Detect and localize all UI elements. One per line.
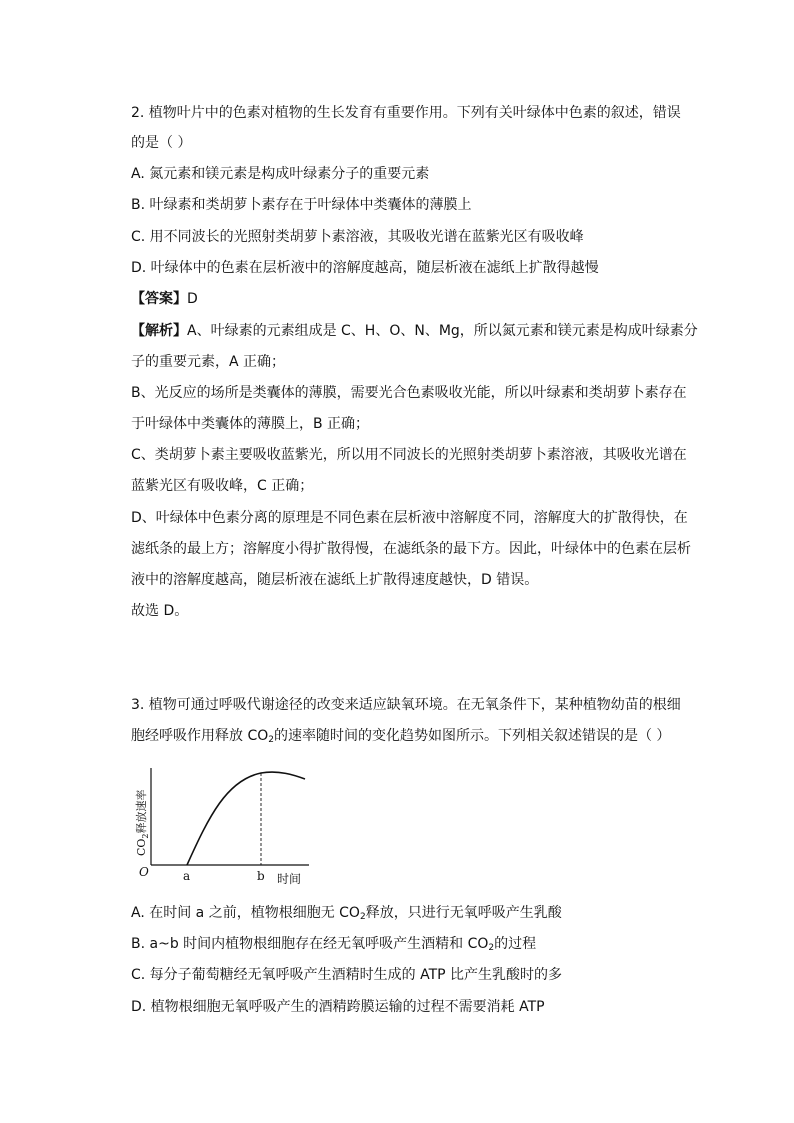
- q2-analysis-line1: [131, 321, 698, 341]
- q3-option-b-pre: B. a~b 时间内植物根细胞存在经无氧呼吸产生酒精和 CO: [131, 936, 489, 952]
- answer-tag: 【答案】: [131, 291, 187, 307]
- x-axis-label: 时间: [277, 872, 302, 886]
- q3-option-b-sub: 2: [488, 943, 495, 953]
- q3-stem-line2-pre: 胞经呼吸作用释放 CO: [131, 728, 269, 744]
- tick-a-label: a: [183, 869, 191, 883]
- q2-analysis-line8: 滤纸条的最上方；溶解度小得扩散得慢，在滤纸条的最下方。因此，叶绿体中的色素在层析: [131, 541, 691, 557]
- q3-stem-line2-sub: 2: [268, 735, 274, 745]
- q2-analysis-line5: C、类胡萝卜素主要吸收蓝紫光，所以用不同波长的光照射类胡萝卜素溶液，其吸收光谱在: [131, 447, 687, 463]
- q3-option-b: [131, 934, 691, 954]
- y-axis-label: [134, 789, 150, 856]
- y-axis-label-sub: 2: [141, 833, 150, 839]
- q3-option-a-sub: 2: [359, 912, 366, 922]
- q3-option-d: D. 植物根细胞无氧呼吸产生的酒精跨膜运输的过程不需要消耗 ATP: [131, 999, 545, 1015]
- q2-analysis-line9: 液中的溶解度越高，随层析液在滤纸上扩散得速度越快，D 错误。: [131, 572, 539, 588]
- y-axis-label-post: 释放速率: [135, 789, 148, 834]
- analysis-tag: 【解析】: [131, 323, 187, 339]
- q2-option-d: D. 叶绿体中的色素在层析液中的溶解度越高，随层析液在滤纸上扩散得越慢: [131, 260, 599, 276]
- q2-analysis-line4: 于叶绿体中类囊体的薄膜上，B 正确；: [131, 416, 370, 432]
- q3-option-a-post: 释放，只进行无氧呼吸产生乳酸: [365, 905, 562, 921]
- q2-conclusion: 故选 D。: [131, 603, 189, 619]
- q2-option-c: C. 用不同波长的光照射类胡萝卜素溶液，其吸收光谱在蓝紫光区有吸收峰: [131, 229, 584, 245]
- q2-stem-line1: 2. 植物叶片中的色素对植物的生长发育有重要作用。下列有关叶绿体中色素的叙述，错误: [131, 105, 681, 121]
- q3-stem-line2-post: 的速率随时间的变化趋势如图所示。下列相关叙述错误的是（ ）: [273, 728, 671, 744]
- analysis-text-1: A、叶绿素的元素组成是 C、H、O、N、Mg，所以氮元素和镁元素是构成叶绿素分: [187, 323, 698, 339]
- q2-option-a: A. 氮元素和镁元素是构成叶绿素分子的重要元素: [131, 166, 430, 182]
- q2-stem-line2: 的是（ ）: [131, 135, 192, 151]
- tick-b-label: b: [257, 869, 265, 883]
- q2-answer: [131, 289, 691, 309]
- q3-option-c: C. 每分子葡萄糖经无氧呼吸产生酒精时生成的 ATP 比产生乳酸时的多: [131, 967, 563, 983]
- q2-analysis-line3: B、光反应的场所是类囊体的薄膜，需要光合色素吸收光能，所以叶绿素和类胡萝卜素存在: [131, 385, 687, 401]
- answer-value: D: [187, 291, 198, 307]
- q3-option-a-pre: A. 在时间 a 之前，植物根细胞无 CO: [131, 905, 360, 921]
- q2-option-b: B. 叶绿素和类胡萝卜素存在于叶绿体中类囊体的薄膜上: [131, 197, 472, 213]
- co2-release-curve: [187, 772, 305, 865]
- y-axis-label-pre: CO: [135, 838, 148, 856]
- q2-analysis-line6: 蓝紫光区有吸收峰，C 正确；: [131, 478, 314, 494]
- q2-analysis-line7: D、叶绿体中色素分离的原理是不同色素在层析液中溶解度不同，溶解度大的扩散得快，在: [131, 510, 688, 526]
- q3-stem-line1: 3. 植物可通过呼吸代谢途径的改变来适应缺氧环境。在无氧条件下，某种植物幼苗的根细: [131, 697, 681, 713]
- q3-option-b-post: 的过程: [494, 936, 537, 952]
- q3-stem-line2: [131, 726, 691, 746]
- origin-label: O: [139, 865, 149, 879]
- co2-release-graph: [131, 760, 311, 890]
- q3-option-a: [131, 903, 691, 923]
- q2-analysis-line2: 子的重要元素，A 正确；: [131, 354, 286, 370]
